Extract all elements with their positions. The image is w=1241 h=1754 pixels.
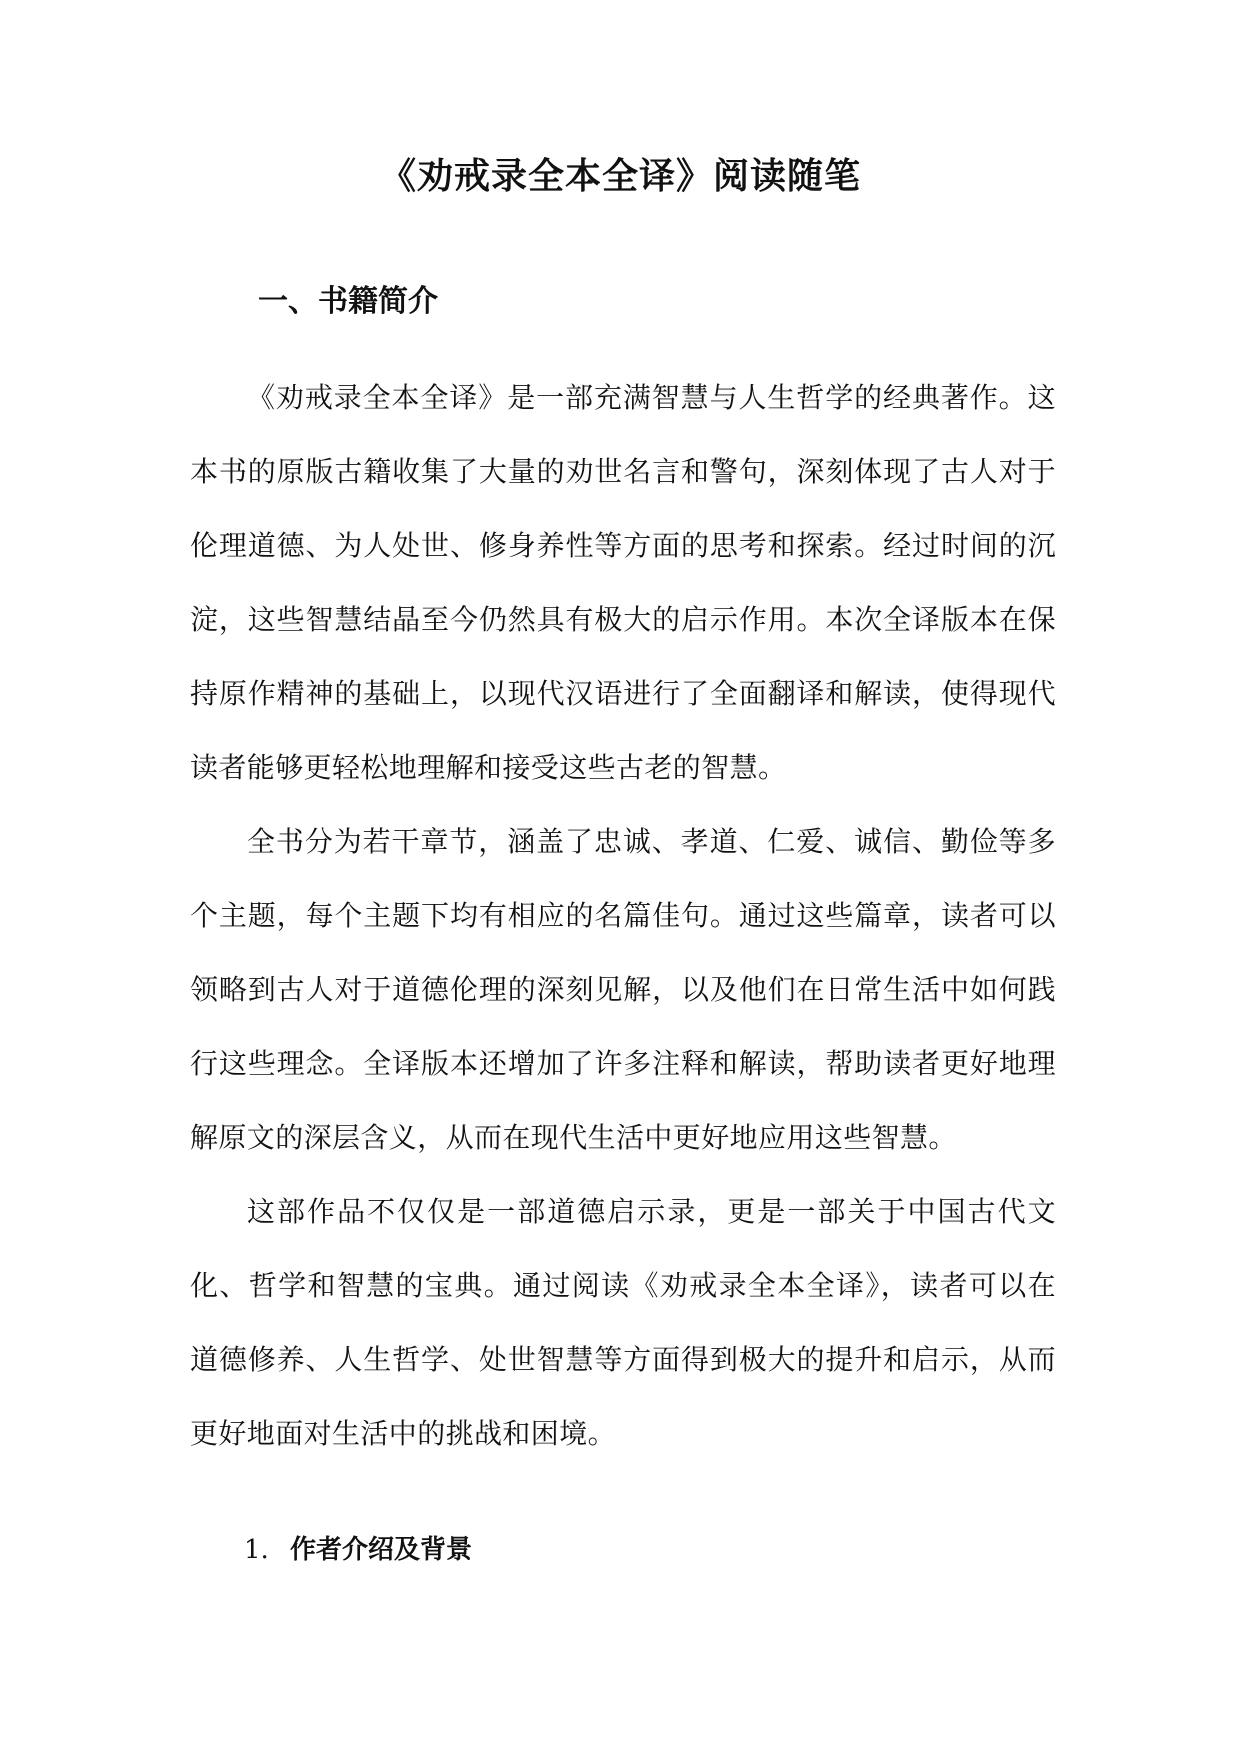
paragraph-1: 《劝戒录全本全译》是一部充满智慧与人生哲学的经典著作。这本书的原版古籍收集了大量的劝世名言和警句，深刻体现了古人对于伦理道德、为人处世、修身养性等方面的思考和探索。经过时间的沉淀，这些智慧结晶至今仍然具有极大的启示作用。本次全译版本在保持原作精神的基础上，以现代汉语进行了全面翻译和解读，使得现代读者能够更轻松地理解和接受这些古老的智慧。 xyxy=(190,381,1056,784)
section-heading-book-intro: 一、书籍简介 xyxy=(258,284,438,319)
document-title: 《劝戒录全本全译》阅读随笔 xyxy=(379,155,861,197)
paragraph-3: 这部作品不仅仅是一部道德启示录，更是一部关于中国古代文化、哲学和智慧的宝典。通过阅读《劝戒录全本全译》，读者可以在道德修养、人生哲学、处世智慧等方面得到极大的提升和启示，从而更好地面对生活中的挑战和困境。 xyxy=(190,1195,1056,1450)
paragraph-2: 全书分为若干章节，涵盖了忠诚、孝道、仁爱、诚信、勤俭等多个主题，每个主题下均有相应的名篇佳句。通过这些篇章，读者可以领略到古人对于道德伦理的深刻见解，以及他们在日常生活中如何践行这些理念。全译版本还增加了许多注释和解读，帮助读者更好地理解原文的深层含义，从而在现代生活中更好地应用这些智慧。 xyxy=(190,825,1056,1154)
section-body xyxy=(190,361,1056,1471)
subsection-heading xyxy=(244,1530,472,1570)
subsection-number: 1. xyxy=(244,1535,269,1565)
subsection-title: 作者介绍及背景 xyxy=(290,1535,473,1565)
